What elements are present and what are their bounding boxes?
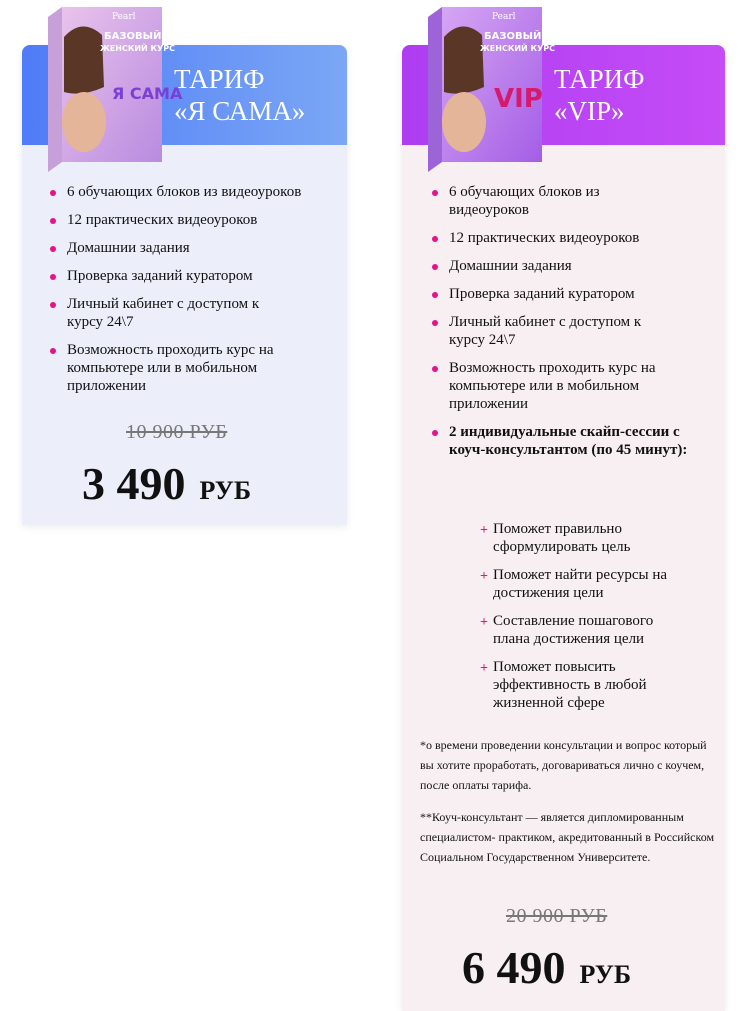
- list-item: Проверка заданий куратором: [432, 285, 712, 303]
- box-course-line2: ЖЕНСКИЙ КУРС: [480, 44, 555, 53]
- plus-icon: +: [480, 615, 488, 630]
- feature-list: [432, 183, 712, 469]
- list-item: 6 обучающих блоков из видеоуроков: [432, 183, 639, 219]
- plus-icon: +: [480, 569, 488, 584]
- list-item: + Поможет найти ресурсы на достижения цели: [480, 567, 668, 601]
- plus-icon: +: [480, 661, 488, 676]
- tariff-card-self: [22, 12, 347, 525]
- bullet-icon: [432, 190, 438, 196]
- bullet-icon: [50, 348, 56, 354]
- old-price: 10 900 РУБ: [126, 421, 228, 443]
- note: *о времени проведении консультации и вопрос который вы хотите проработать, договариваться лично с коучем, после оплаты тарифа.: [420, 738, 707, 792]
- bullet-icon: [50, 218, 56, 224]
- list-item: Проверка заданий куратором: [50, 267, 340, 285]
- course-box-image: [422, 7, 555, 177]
- plus-icon: +: [480, 523, 488, 538]
- list-item: + Поможет повысить эффективность в любой жизненной сфере: [480, 659, 647, 711]
- list-item: 6 обучающих блоков из видеоуроков: [50, 183, 340, 201]
- list-item: Личный кабинет с доступом к курсу 24\7: [432, 313, 659, 349]
- box-brand: Pearl: [492, 12, 516, 22]
- course-box-image: [42, 7, 183, 177]
- price-currency: РУБ: [579, 960, 632, 989]
- tariff-title-line1: ТАРИФ: [174, 64, 265, 94]
- bullet-icon: [50, 246, 56, 252]
- bullet-icon: [50, 190, 56, 196]
- bullet-icon: [50, 302, 56, 308]
- box-badge: VIP: [494, 84, 543, 114]
- list-item: Домашнии задания: [50, 239, 340, 257]
- tariff-title: [174, 63, 305, 127]
- note: **Коуч-консультант — является дипломированным специалистом- практиком, акредитованный в Российском Социальном Государственном Университете.: [420, 810, 715, 864]
- price-currency: РУБ: [199, 476, 252, 505]
- price-value: 3 490: [82, 458, 186, 509]
- box-brand: Pearl: [112, 12, 136, 22]
- list-item: + Поможет правильно сформулировать цель: [480, 521, 631, 555]
- bullet-icon: [432, 366, 438, 372]
- box-course-line2: ЖЕНСКИЙ КУРС: [100, 44, 175, 53]
- box-course-line1: БАЗОВЫЙ: [484, 31, 542, 42]
- old-price: 20 900 РУБ: [506, 905, 608, 927]
- tariff-title-line2: «VIP»: [554, 96, 625, 126]
- list-item: Личный кабинет с доступом к курсу 24\7: [50, 295, 277, 331]
- list-item: Домашнии задания: [432, 257, 712, 275]
- tariff-title: [554, 63, 645, 127]
- list-item: 2 индивидуальные скайп-сессии с коуч-консультантом (по 45 минут):: [432, 423, 704, 459]
- tariff-title-line1: ТАРИФ: [554, 64, 645, 94]
- sub-feature-list: [480, 520, 710, 722]
- bullet-icon: [432, 236, 438, 242]
- new-price: [82, 457, 251, 510]
- new-price: [462, 941, 631, 994]
- tariff-card-vip: [402, 12, 725, 1011]
- bullet-icon: [432, 430, 438, 436]
- feature-list: [50, 183, 340, 405]
- bullet-icon: [432, 292, 438, 298]
- box-course-line1: БАЗОВЫЙ: [104, 31, 162, 42]
- bullet-icon: [432, 320, 438, 326]
- list-item: 12 практических видеоуроков: [432, 229, 712, 247]
- bullet-icon: [50, 274, 56, 280]
- bullet-icon: [432, 264, 438, 270]
- notes: [420, 735, 720, 879]
- price-value: 6 490: [462, 942, 566, 993]
- box-badge: Я САМА: [112, 84, 183, 103]
- list-item: Возможность проходить курс на компьютере или в мобильном приложении: [50, 341, 297, 395]
- tariff-title-line2: «Я САМА»: [174, 96, 306, 126]
- list-item: Возможность проходить курс на компьютере или в мобильном приложении: [432, 359, 684, 413]
- list-item: + Составление пошагового плана достижения цели: [480, 613, 654, 647]
- list-item: 12 практических видеоуроков: [50, 211, 340, 229]
